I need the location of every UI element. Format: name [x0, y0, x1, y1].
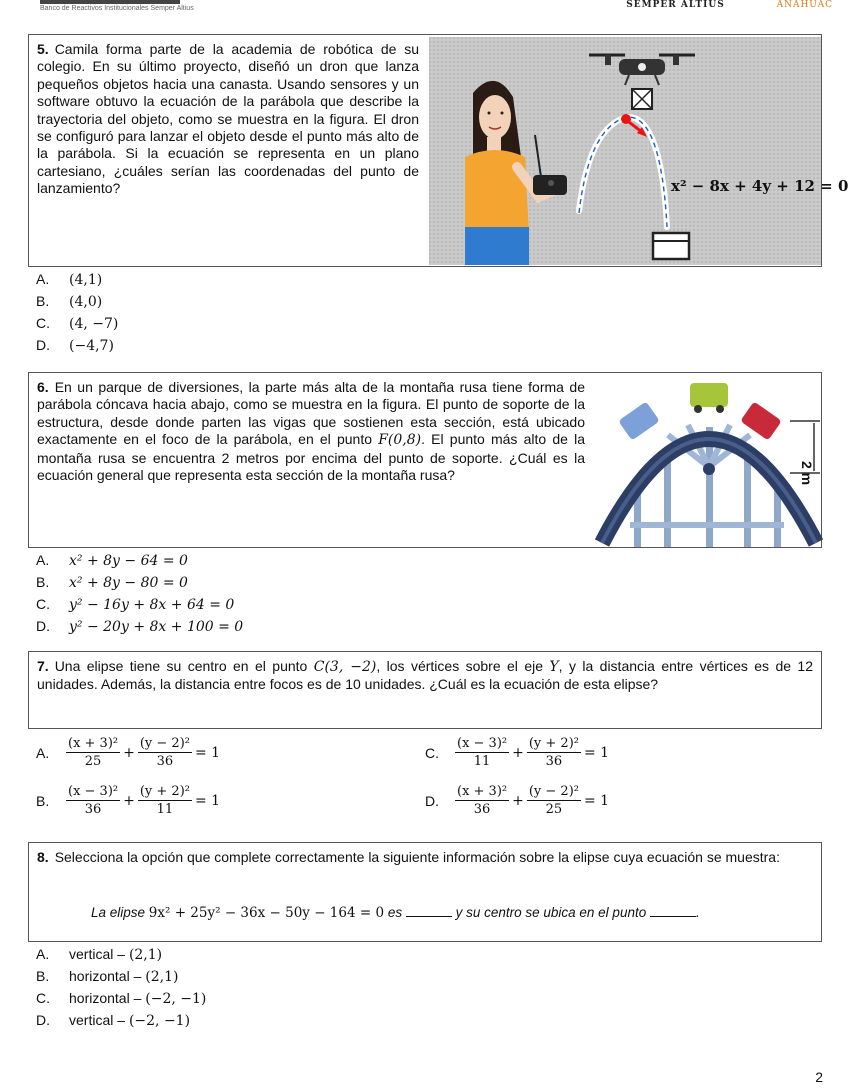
sentence-part-1: La elipse: [91, 905, 149, 920]
drone-figure: [429, 37, 849, 265]
q5-option-b[interactable]: [36, 292, 102, 311]
question-7-text: [37, 658, 813, 694]
numerator: (x − 3)²: [68, 784, 119, 799]
ellipse-equation: 9x² + 25y² − 36x − 50y − 164 = 0: [148, 905, 385, 921]
option-value: x² + 8y − 80 = 0: [69, 575, 188, 591]
q6-option-b[interactable]: [36, 573, 188, 592]
option-letter: B.: [36, 574, 50, 590]
brand-semper-altius: SEMPER ALTIUS: [626, 0, 725, 10]
option-value: (4, −7): [69, 316, 119, 332]
option-point: (−2, −1): [128, 1013, 191, 1029]
option-letter: A.: [36, 946, 50, 962]
option-letter: A.: [36, 552, 50, 568]
header-brands: [578, 0, 833, 10]
question-5-text: [37, 41, 419, 198]
height-label: 2 m: [799, 461, 815, 486]
question-8-box: [28, 842, 822, 942]
sentence-part-2: es: [384, 905, 403, 920]
equals-one: = 1: [584, 744, 610, 761]
numerator: (x + 3)²: [457, 784, 508, 799]
focus-point: F(0,8): [378, 432, 422, 449]
option-letter: A.: [36, 271, 50, 287]
fraction-2: [527, 784, 581, 817]
q5-option-c[interactable]: [36, 314, 118, 333]
option-letter: C.: [36, 596, 50, 612]
figure-equation-label: x² − 8x + 4y + 12 = 0: [671, 177, 849, 195]
denominator: 36: [473, 802, 491, 817]
question-8-body: Selecciona la opción que complete correctamente la siguiente información sobre la elipse cuya ecuación se muestra:: [54, 849, 780, 865]
q6-option-d[interactable]: [36, 617, 243, 636]
option-word: horizontal: [69, 968, 130, 984]
brand-anahuac: ANAHUAC: [776, 0, 833, 10]
fraction-1: [455, 784, 509, 817]
blank-center: [650, 916, 696, 917]
sentence-part-4: .: [695, 905, 700, 920]
option-letter: A.: [36, 744, 50, 761]
header-caption: [40, 0, 194, 12]
option-letter: B.: [36, 293, 50, 309]
option-separator: –: [133, 968, 142, 984]
question-8-sentence: [91, 905, 700, 921]
question-6-box: [28, 372, 822, 548]
option-separator: –: [117, 946, 126, 962]
option-letter: C.: [36, 315, 50, 331]
question-8-number: 8.: [37, 849, 49, 865]
equals-one: = 1: [195, 792, 221, 809]
basket-icon: [653, 233, 689, 259]
question-7-body-3: , y la distancia entre vértices es de 12 unidades. Además, la distancia entre focos es de 10 unidades. ¿Cuál es la ecuación de esta elipse?: [37, 658, 814, 693]
q8-option-a[interactable]: [36, 945, 162, 964]
numerator: (y + 2)²: [139, 784, 190, 799]
coaster-car-blue: [618, 401, 660, 440]
option-value: x² + 8y − 64 = 0: [69, 553, 188, 569]
option-separator: –: [133, 990, 142, 1006]
question-5-number: 5.: [37, 41, 49, 57]
q6-option-c[interactable]: [36, 595, 234, 614]
option-value: (−4,7): [69, 338, 114, 354]
numerator: (x + 3)²: [68, 736, 119, 751]
option-letter: B.: [36, 968, 50, 984]
q5-option-d[interactable]: [36, 336, 114, 355]
fraction-2: [138, 736, 192, 769]
option-value: y² − 20y + 8x + 100 = 0: [69, 619, 244, 635]
sentence-part-3: y su centro se ubica en el punto: [451, 905, 647, 920]
question-7-number: 7.: [37, 658, 49, 674]
option-point: (−2, −1): [145, 991, 207, 1007]
fraction-1: [66, 784, 120, 817]
coaster-car-green: [690, 383, 728, 413]
q8-option-d[interactable]: [36, 1011, 190, 1030]
denominator: 36: [84, 802, 102, 817]
option-letter: C.: [36, 990, 50, 1006]
roller-coaster-figure: [594, 375, 822, 547]
q7-option-b[interactable]: B. $\frac{\text{(x − 3)²}}{36}$ + $\frac{\text{(y + 2)²}}{11}$ = 1: [36, 784, 221, 817]
q7-option-c[interactable]: C. $\frac{\text{(x − 3)²}}{11}$ + $\frac{\text{(y + 2)²}}{36}$ = 1: [425, 736, 610, 769]
question-5-box: [28, 34, 849, 267]
question-7-box: [28, 651, 822, 729]
axis-label: Y: [549, 659, 559, 675]
question-7-body-1: Una elipse tiene su centro en el punto: [54, 658, 314, 674]
fraction-2: [527, 736, 581, 769]
option-word: vertical: [69, 946, 114, 962]
q6-option-a[interactable]: [36, 551, 188, 570]
question-6-body-1: En un parque de diversiones, la parte más alta de la montaña rusa tiene forma de parábola cóncava hacia abajo, como se muestra en la figura. El punto de soporte de la estructura, desde donde parten las vigas que sostienen esta sección, está ubicado exactamente en el foco de la parábola, en el punto: [37, 379, 585, 448]
question-6-number: 6.: [37, 379, 49, 395]
option-letter: D.: [425, 792, 439, 809]
q7-option-a[interactable]: A. $\frac{\text{(x + 3)²}}{25}$ + $\frac{\text{(y − 2)²}}{36}$ = 1: [36, 736, 221, 769]
question-8-text: [37, 849, 813, 866]
header-left-text: Banco de Reactivos Institucionales Semper Altius: [40, 5, 194, 12]
ellipse-center: C(3, −2): [313, 659, 377, 675]
question-5-body: Camila forma parte de la academia de robótica de su colegio. En su último proyecto, diseñó un dron que lanza pequeños objetos hacia una canasta. Usando sensores y un software obtuvo la ecuación de la parábola que describe la trayectoria del objeto, como se muestra en la figura. El dron se configuró para lanzar el objeto desde el punto más alto de la parábola. Si la ecuación se representa en un plano cartesiano, ¿cuáles serían las coordenadas del punto de lanzamiento?: [37, 41, 419, 197]
option-word: vertical: [69, 1012, 114, 1028]
fraction-1: [66, 736, 120, 769]
q5-option-a[interactable]: [36, 270, 102, 289]
option-point: (2,1): [128, 947, 163, 963]
denominator: 36: [545, 754, 563, 769]
q8-option-c[interactable]: [36, 989, 206, 1008]
denominator: 25: [545, 802, 563, 817]
q8-option-b[interactable]: [36, 967, 178, 986]
option-letter: C.: [425, 744, 439, 761]
option-letter: D.: [36, 1012, 50, 1028]
page-number: 2: [815, 1069, 823, 1085]
question-7-body-2: , los vértices sobre el eje: [376, 658, 550, 674]
equals-one: = 1: [584, 792, 610, 809]
option-value: y² − 16y + 8x + 64 = 0: [69, 597, 235, 613]
option-separator: –: [117, 1012, 126, 1028]
denominator: 25: [84, 754, 102, 769]
header-logo-bar: [40, 0, 180, 4]
denominator: 36: [156, 754, 174, 769]
question-6-body-2: . El punto más alto de la montaña rusa se encuentra 2 metros por encima del punto de soporte. ¿Cuál es la ecuación general que representa esta sección de la montaña rusa?: [37, 431, 585, 484]
option-point: (2,1): [145, 969, 179, 985]
fraction-1: [455, 736, 509, 769]
equals-one: = 1: [195, 744, 221, 761]
denominator: 11: [156, 802, 174, 817]
numerator: (y − 2)²: [528, 784, 579, 799]
question-6-text: [37, 379, 585, 484]
denominator: 11: [473, 754, 491, 769]
option-letter: B.: [36, 792, 50, 809]
option-letter: D.: [36, 337, 50, 353]
option-value: (4,1): [69, 272, 103, 288]
blank-orientation: [406, 916, 452, 917]
option-word: horizontal: [69, 990, 130, 1006]
q7-option-d[interactable]: D. $\frac{\text{(x + 3)²}}{36}$ + $\frac{\text{(y − 2)²}}{25}$ = 1: [425, 784, 610, 817]
fraction-2: [138, 784, 192, 817]
numerator: (x − 3)²: [457, 736, 508, 751]
numerator: (y + 2)²: [528, 736, 579, 751]
numerator: (y − 2)²: [139, 736, 190, 751]
option-letter: D.: [36, 618, 50, 634]
option-value: (4,0): [69, 294, 103, 310]
